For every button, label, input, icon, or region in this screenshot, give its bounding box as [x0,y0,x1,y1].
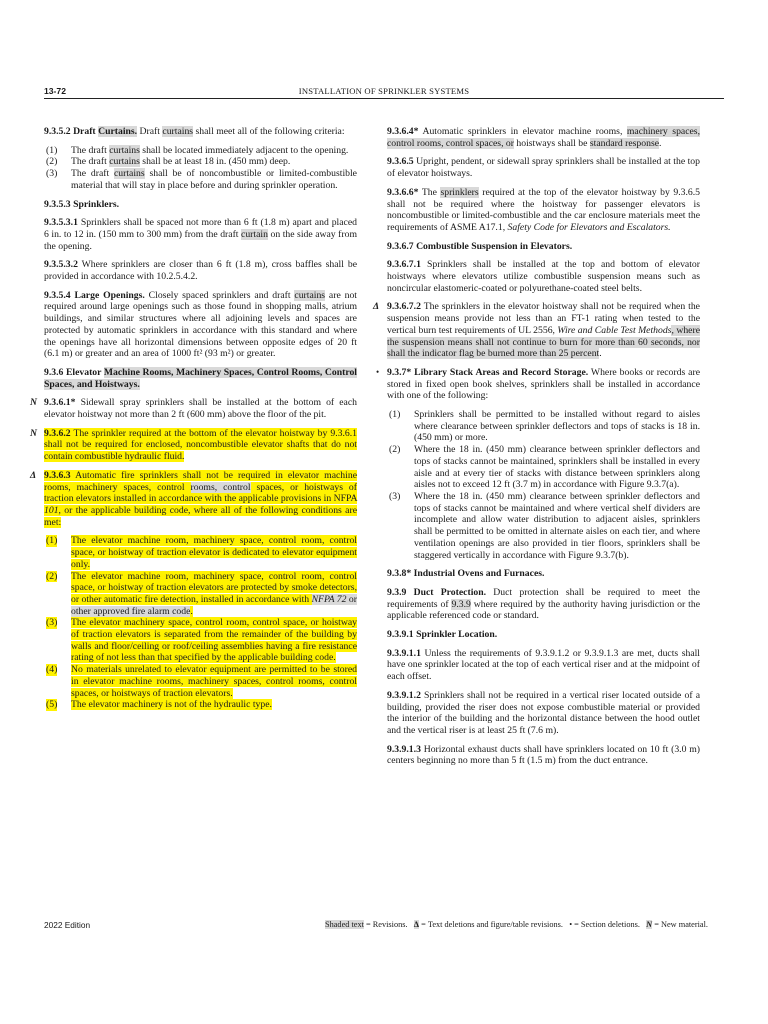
body-text: Unless the requirements of 9.3.9.1.2 or 9.3.9.1.3 are met, ducts shall have one sprinkler located at the top of each vertical riser and at the midpoint of each offset. [387,647,700,683]
section-9-3-6-7-1 [387,259,700,294]
section-9-3-6-4 [387,126,700,149]
body-text: The sprinklers in the elevator hoistway shall not be required when the suspension means provide not less than an FT-1 rating when tested to the vertical burn test requirements of UL 2556, [387,301,700,336]
italic-reference: 101 [44,504,59,516]
body-text: Duct protection shall be required to meet the requirements of [387,586,700,610]
section-9-3-6-7-2 [373,301,701,360]
section-9-3-9 [387,587,700,622]
body-text: Sprinklers shall be permitted to be installed without regard to aisles where clearance between sprinkler deflectors and tops of stacks is 18 in. (450 mm) or more. [414,409,700,444]
body-text: on the side away from the opening. [44,228,357,252]
section-number: 9.3.6.7.2 [387,301,421,313]
section-number: 9.3.6.4* [387,126,419,137]
body-text: Automatic sprinklers in elevator machine rooms, [418,126,627,137]
list-number: (1) [46,144,58,156]
section-heading: 9.3.9 Duct Protection. [387,586,487,598]
section-heading: 9.3.6 Elevator [44,366,104,378]
body-text: Sidewall spray sprinklers shall be installed at the bottom of each elevator hoistway not more than 2 ft (600 mm) above the floor of the pit. [44,397,357,421]
body-text: Sprinklers shall be spaced not more than 6 ft (1.8 m) apart and placed 6 in. to 12 in. (150 mm to 300 mm) from the draft [44,217,357,240]
section-9-3-5-3-heading: 9.3.5.3 Sprinklers. [44,198,120,210]
section-number: 9.3.9.1.2 [387,689,421,701]
revision-shading: standard response [589,137,660,149]
body-text: Where the 18 in. (450 mm) clearance between sprinkler deflectors and tops of stacks cannot be maintained and where vertical shelf dividers are incomplete and allow water distribution to adjacent aisles, sprinklers shall be permitted to be omitted in alternate aisles on each tier, and where ventilation openings are also provided in tier floors, sprinklers shall be staggered vertically in accordance with Figure 9.3.7(b). [414,490,700,561]
section-9-3-6-2 [30,427,357,463]
list-item [44,535,357,570]
revision-shading: curtains [294,289,326,301]
section-9-3-8-heading: 9.3.8* Industrial Ovens and Furnaces. [387,568,545,580]
highlighted-text: The sprinkler required at the bottom of the elevator hoistway by 9.3.6.1 shall not be required for enclosed, noncombustible elevator shafts that do not contain combustible hydraulic fluid. [44,427,357,463]
revision-shading: or other approved fire alarm code [71,593,358,617]
body-text: The draft [71,156,110,168]
left-column [30,126,358,718]
section-number: 9.3.5.3.2 [44,259,78,271]
italic-reference: Safety Code for Elevators and Escalators. [507,221,671,233]
list-number: (3) [46,168,58,180]
legend-delta-icon: Δ [413,920,419,929]
list-number: (2) [46,156,58,168]
section-9-3-6-1 [30,397,357,421]
criteria-list [44,145,357,192]
section-number: 9.3.6.3 [44,469,71,481]
revision-shading: machinery spaces, control rooms, control spaces, or [387,126,701,149]
section-number: 9.3.5.3.1 [44,217,78,229]
body-text: Closely spaced sprinklers and draft [144,289,295,301]
page-header [44,86,724,99]
body-text: Where sprinklers are closer than 6 ft (1.8 m), cross baffles shall be provided in accordance with 10.2.5.4.2. [44,259,357,283]
highlighted-text: spaces, or hoistways of traction elevators installed in accordance with the applicable provisions in NFPA [44,481,357,505]
highlighted-text: , or the applicable building code, where all of the following conditions are met: [44,504,357,528]
list-item [44,571,357,618]
highlighted-text: No materials unrelated to elevator equipment are permitted to be stored in elevator machine rooms, machinery spaces, control rooms, control spaces, or hoistways of traction elevators. [71,664,357,699]
body-text: Sprinklers shall be installed at the top and bottom of elevator hoistways where elevators utilize combustible suspension means such as noncircular elastomeric-coated or polyurethane-coated steel belts. [387,259,700,294]
section-9-3-9-1-heading: 9.3.9.1 Sprinkler Location. [387,629,498,641]
list-number: (2) [389,444,401,456]
section-9-3-6-heading [44,367,357,390]
section-9-3-5-3-2 [44,259,357,282]
revision-shading: curtains [109,144,140,156]
section-deletion-marker: • [376,366,380,377]
body-text: The [418,186,441,198]
italic-reference: Wire and Cable Test Methods [557,324,672,336]
list-number: (3) [46,617,58,629]
section-9-3-6-6 [387,187,700,234]
revision-shading: curtains [113,168,145,180]
section-9-3-7 [376,366,700,402]
body-text: hoistways shall be [513,137,590,149]
list-item [44,699,357,711]
list-item [44,617,357,664]
revision-shading: curtains [109,156,140,168]
revision-shading: Machine Rooms, Machinery Spaces, Control Rooms, Control Spaces, and Hoistways. [44,366,357,390]
revision-shading: curtains [162,126,194,137]
body-text: required at the top of the elevator hoistway by 9.3.6.5 shall not be required where the hoistway for passenger elevators is noncombustible or limited-combustible and the car enclosure materials meet the requirements of ASME A17.1, [387,186,701,233]
section-9-3-6-7-heading: 9.3.6.7 Combustible Suspension in Elevators. [387,240,573,252]
list-item [44,168,357,191]
body-text: . [599,348,602,360]
section-number: 9.3.6.7.1 [387,259,421,271]
body-text: Sprinklers shall not be required in a vertical riser located outside of a building, provided the riser does not expose combustible material or provided the interior of the building and the horizontal distance between the hood outlet and the vertical riser is at least 25 ft (7.6 m). [387,689,700,736]
page-number: 13-72 [44,86,66,96]
section-number: 9.3.9.1.1 [387,647,421,659]
section-9-3-9-1-2 [387,690,700,737]
body-text: Where books or records are stored in fixed open book shelves, sprinklers shall be installed in accordance with one of the following: [387,366,700,402]
body-text: . [659,137,662,149]
list-number: (1) [389,409,401,421]
conditions-list [44,535,357,711]
body-text: The draft [71,144,110,156]
revision-shading: 9.3.9 [451,598,471,610]
section-9-3-6-3 [30,469,357,529]
legend-text: = Section deletions. [572,920,640,929]
list-item [44,156,357,168]
list-number: (2) [46,570,58,582]
list-item [44,664,357,699]
section-number: 9.3.6.1* [44,397,76,409]
body-text: shall be located immediately adjacent to the opening. [139,144,349,156]
section-number: 9.3.6.6* [387,186,419,198]
page-footer [44,920,708,934]
section-9-3-5-4 [44,290,357,360]
section-number: 9.3.6.5 [387,156,414,168]
highlighted-text: The elevator machine room, machinery space, control room, control space, or hoistway of traction elevators are protected by smoke detectors, or other automatic fire detection, installed in accordance with [71,570,357,605]
highlighted-text: . [190,605,193,617]
highlighted-text: The elevator machinery is not of the hydraulic type. [71,699,272,711]
highlighted-text: Automatic fire sprinklers shall not be required in elevator machine rooms, machinery spaces, control [44,469,357,493]
new-material-marker: N [30,397,37,409]
library-list [387,409,700,561]
body-text: The draft [71,168,114,180]
section-9-3-9-1-3 [387,744,700,767]
running-title: INSTALLATION OF SPRINKLER SYSTEMS [298,86,470,96]
revision-shading: curtain [241,228,268,240]
body-text: Where the 18 in. (450 mm) clearance between sprinkler deflectors and tops of stacks cannot be maintained, sprinklers shall be installed in every aisle and at every tier of stacks with distance between sprinklers along aisles not to exceed 12 ft (3.7 m) in accordance with Figure 9.3.7(a). [414,444,700,491]
list-number: (5) [46,699,58,711]
legend-text: = Revisions. [363,920,408,929]
list-number: (3) [389,490,401,502]
body-text: Draft [137,126,163,137]
section-heading: 9.3.5.4 Large Openings. [44,289,145,301]
list-number: (1) [46,535,58,547]
section-heading: 9.3.5.2 Draft [44,126,99,137]
legend-dot-icon: • [569,920,573,929]
body-text: shall be of noncombustible or limited-combustible material that will stay in place before and during sprinkler operation. [71,168,357,191]
highlighted-text: The elevator machinery space, control room, control space, or hoistway of traction elevators is separated from the remainder of the building by walls and floor/ceiling or roof/ceiling assemblies having a fire resistance rating of not less than that specified by the applicable building code. [71,617,357,664]
section-9-3-5-3-1 [44,217,357,252]
deletion-marker: Δ [373,301,380,313]
body-text: where required by the authority having jurisdiction or the applicable referenced code or standard. [387,598,700,622]
section-9-3-5-2 [44,126,357,138]
section-number: 9.3.9.1.3 [387,743,421,755]
body-text: Horizontal exhaust ducts shall have sprinklers located on 10 ft (3.0 m) centers beginning no more than 5 ft (1.5 m) from the duct entrance. [387,743,700,767]
legend-text: = New material. [652,920,708,929]
body-text: are not required around large openings such as those found in shopping malls, atrium buildings, and similar structures where all adjoining levels and spaces are protected by automatic sprinklers in accordance with this standard and where the openings have all horizontal dimensions between opposite edges of 20 ft (6.1 m) or greater and an area of 1000 ft² (93 m²) or greater. [44,289,357,360]
body-text: shall meet all of the following criteria: [193,126,345,137]
body-text: Upright, pendent, or sidewall spray sprinklers shall be installed at the top of elevator hoistways. [387,156,700,180]
section-9-3-6-5 [387,156,700,179]
legend-shaded: Shaded text [324,920,364,929]
highlighted-text: The elevator machine room, machinery space, control room, control space, or hoistway of traction elevator is dedicated to elevator equipment only. [71,535,357,570]
new-material-marker: N [30,427,37,439]
section-9-3-9-1-1 [387,648,700,683]
italic-reference: NFPA 72 [311,593,347,605]
legend-text: = Text deletions and figure/table revisions. [419,920,563,929]
revision-shading: Curtains. [98,126,138,137]
edition-label: 2022 Edition [44,920,91,930]
right-column [373,126,701,774]
revision-shading: , where the suspension means shall not continue to burn for more than 60 seconds, nor shall the indicator flag be burned more than 25 percent [387,324,701,360]
section-number: 9.3.6.2 [44,427,71,439]
list-number: (4) [46,664,58,676]
list-item [387,409,700,444]
revision-shading: rooms, control [190,481,251,493]
revision-legend [325,920,708,929]
deletion-marker: Δ [30,469,37,481]
list-item [387,491,700,561]
list-item [44,145,357,157]
section-heading: 9.3.7* Library Stack Areas and Record Storage. [387,366,589,378]
revision-shading: sprinklers [440,186,479,198]
body-text: shall be at least 18 in. (450 mm) deep. [139,156,291,168]
legend-n-icon: N [646,920,653,929]
list-item [387,444,700,491]
